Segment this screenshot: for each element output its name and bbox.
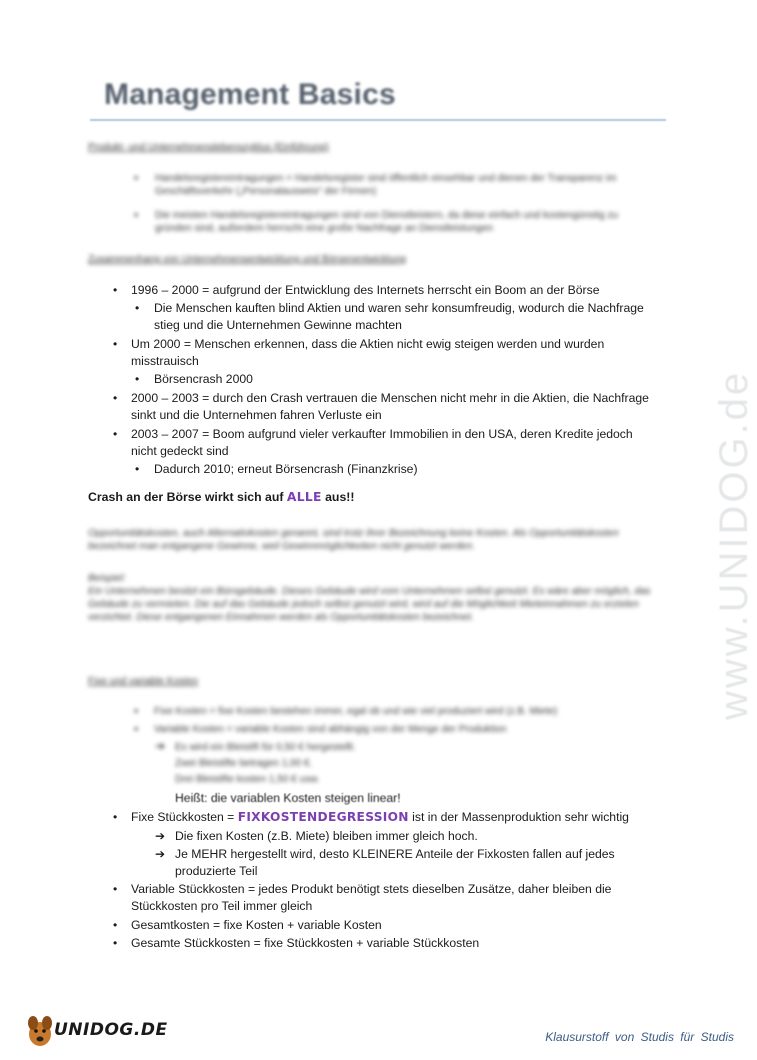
section1-heading: Produkt- und Unternehmenslebenszyklus (Einführung) [88,142,329,153]
timeline-line: 2000 – 2003 = durch den Crash vertrauen die Menschen nicht mehr in die Aktien, die Nachfrage [131,391,649,405]
variable-costs-line: Variable Kosten = variable Kosten sind abhängig von der Menge der Produktion [154,724,507,735]
example-line: Drei Bleistifte kosten 1,50 € usw. [175,774,320,785]
linear-note: Heißt: die variablen Kosten steigen linear! [175,791,401,805]
crash-note: Crash an der Börse wirkt sich auf ALLE aus!! [88,490,355,504]
fixed-unit-costs-line: Fixe Stückkosten = FIXKOSTENDEGRESSION ist in der Massenproduktion sehr wichtig [131,810,629,824]
timeline-line: 1996 – 2000 = aufgrund der Entwicklung des Internets herrscht ein Boom an der Börse [131,283,600,297]
variable-unit-costs-line: Variable Stückkosten = jedes Produkt benötigt stets dieselben Zusätze, daher bleiben die [131,882,612,896]
bullet-dot: • [113,391,118,405]
bullet-dot: • [135,301,140,315]
bullet-dot: • [113,918,118,932]
bullet-dot: • [113,427,118,441]
bullet-dot: • [113,283,118,297]
bullet-dot: • [113,810,118,824]
bullet-dot: • [134,208,139,222]
timeline-line: Börsencrash 2000 [154,372,253,386]
highlight-alle: ALLE [286,490,322,504]
timeline-line: stieg und die Unternehmen Gewinne machten [154,318,402,332]
timeline-line: Die Menschen kauften blind Aktien und waren sehr konsumfreudig, wodurch die Nachfrage [154,301,644,315]
timeline-line: 2003 – 2007 = Boom aufgrund vieler verkaufter Immobilien in den USA, deren Kredite jedoch [131,427,633,441]
example-line: Es wird ein Bleistift für 0,50 € hergestellt. [175,742,356,753]
bullet-dot: • [134,171,139,185]
more-produced-note-cont: produzierte Teil [175,864,258,878]
watermark: www.UNIDOG.de [712,369,756,720]
fixed-costs-line: Fixe Kosten = fixe Kosten bestehen immer, egal ob und wie viel produziert wird (z.B. Miete) [154,706,558,717]
section1-bullet-2: Die meisten Handelsregistereintragungen sind von Dienstleistern, da diese einfach und kostengünstig zu gründen sind, außerdem herrscht eine große Nachfrage an Dienstleistungen [155,210,619,234]
section2-heading: Zusammenhang von Unternehmensentwicklung und Börsenentwicklung [88,254,406,265]
bullet-dot: • [135,462,140,476]
section1-bullet-1: Handelsregistereintragungen = Handelsregister sind öffentlich einsehbar und dienen der Transparenz im Geschäftsverkehr („Personalausweis“ der Firmen) [155,173,617,197]
unidog-logo[interactable] [24,1010,168,1050]
opportunity-cost-paragraph: Opportunitätskosten, auch Alternativkosten genannt, sind trotz ihrer Bezeichnung keine Kosten. Als Opportunitätskosten bezeichnet man entgangene Gewinne, weil Gewinnmöglichkeiten nicht genutzt werden. [88,528,619,552]
section4-heading: Fixe und variable Kosten [88,676,199,687]
bullet-dot: • [135,372,140,386]
dog-icon [24,1010,58,1050]
logo-text: UNIDOG.DE [54,1020,168,1040]
example-label: Beispiel: [88,573,126,584]
timeline-line: Dadurch 2010; erneut Börsencrash (Finanzkrise) [154,462,418,476]
arrow-icon: ➔ [155,829,166,843]
title-divider [90,119,666,121]
footer-tagline: Klausurstoff von Studis für Studis [545,1030,734,1044]
bullet-dot: • [113,337,118,351]
more-produced-note: Je MEHR hergestellt wird, desto KLEINERE Anteile der Fixkosten fallen auf jedes [175,847,615,861]
bullet-dot: • [113,936,118,950]
timeline-line: nicht gedeckt sind [131,444,229,458]
timeline-line: Um 2000 = Menschen erkennen, dass die Aktien nicht ewig steigen werden und wurden [131,337,605,351]
highlight-fixkostendegression: FIXKOSTENDEGRESSION [237,810,409,824]
example-line: Zwei Bleistifte betragen 1,00 €. [175,758,313,769]
example-paragraph: Ein Unternehmen besitzt ein Bürogebäude. Dieses Gebäude wird vom Unternehmen selbst genutzt. Es wäre aber möglich, das Gebäude zu vermieten. Die auf das Gebäude jedoch selbst genutzt wird, wird auf die Möglichkeit Mieteinnahmen zu erzielen verzichtet. Diese entgangenen Einnahmen werden als Opportunitätskosten bezeichnet. [88,586,651,623]
total-costs-line: Gesamtkosten = fixe Kosten + variable Kosten [131,918,382,932]
arrow-icon: ➔ [155,847,166,861]
timeline-line: misstrauisch [131,354,199,368]
total-unit-costs-line: Gesamte Stückkosten = fixe Stückkosten + variable Stückkosten [131,936,480,950]
bullet-dot: • [113,882,118,896]
arrow-icon: ➔ [155,739,166,753]
timeline-line: sinkt und die Unternehmen fahren Verluste ein [131,408,382,422]
variable-unit-costs-line-cont: Stückkosten pro Teil immer gleich [131,899,313,913]
bullet-dot: • [134,722,139,736]
page-title: Management Basics [104,78,396,111]
bullet-dot: • [134,704,139,718]
fixed-costs-note: Die fixen Kosten (z.B. Miete) bleiben immer gleich hoch. [175,829,478,843]
